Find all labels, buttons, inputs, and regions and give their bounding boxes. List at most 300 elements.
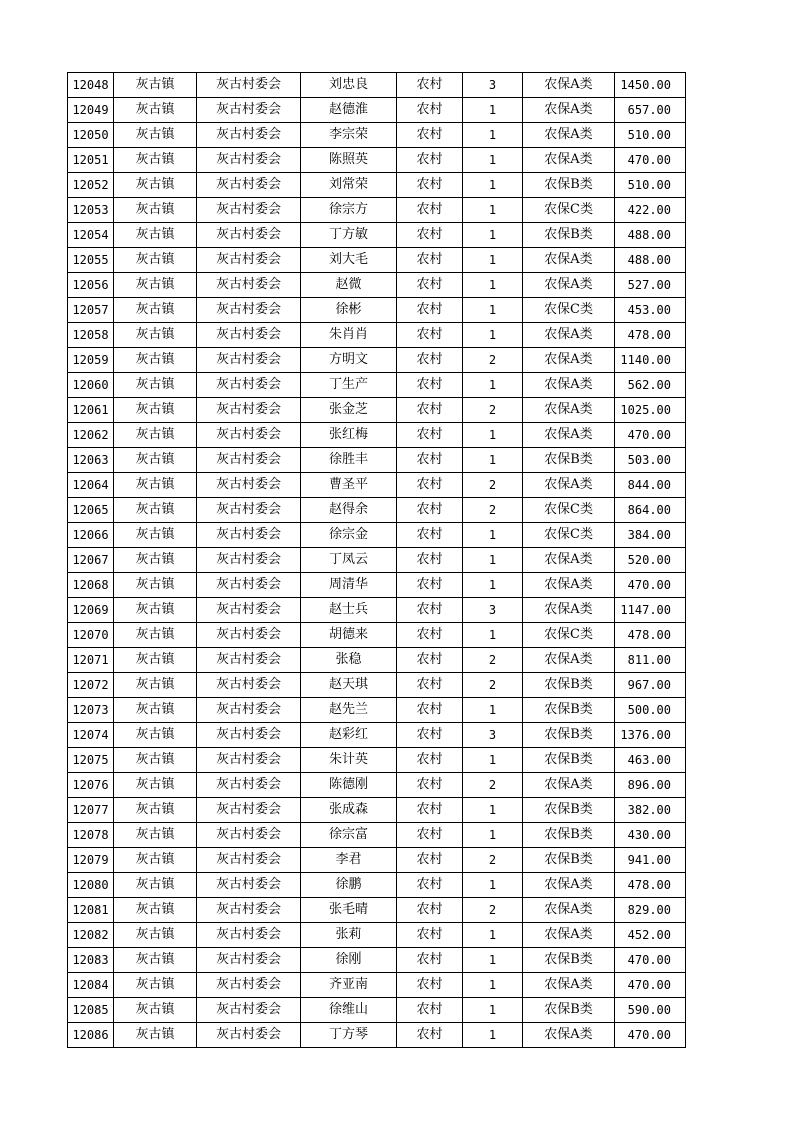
record-id-cell: 12082: [68, 923, 114, 948]
household-type-cell: 农村: [397, 898, 463, 923]
township-cell: 灰古镇: [114, 648, 197, 673]
village-committee-cell: 灰古村委会: [197, 248, 301, 273]
township-cell: 灰古镇: [114, 123, 197, 148]
village-committee-cell: 灰古村委会: [197, 173, 301, 198]
insurance-class-cell: 农保A类: [523, 373, 615, 398]
township-cell: 灰古镇: [114, 698, 197, 723]
household-type-cell: 农村: [397, 123, 463, 148]
insurance-class-cell: 农保B类: [523, 448, 615, 473]
household-size-cell: 1: [463, 423, 523, 448]
household-type-cell: 农村: [397, 173, 463, 198]
table-row: [68, 948, 686, 973]
household-type-cell: 农村: [397, 273, 463, 298]
township-cell: 灰古镇: [114, 323, 197, 348]
township-cell: 灰古镇: [114, 198, 197, 223]
household-size-cell: 1: [463, 273, 523, 298]
household-size-cell: 1: [463, 548, 523, 573]
township-cell: 灰古镇: [114, 623, 197, 648]
village-committee-cell: 灰古村委会: [197, 798, 301, 823]
household-size-cell: 1: [463, 698, 523, 723]
table-row: [68, 73, 686, 98]
table-row: [68, 498, 686, 523]
household-size-cell: 2: [463, 673, 523, 698]
village-committee-cell: 灰古村委会: [197, 573, 301, 598]
record-id-cell: 12050: [68, 123, 114, 148]
township-cell: 灰古镇: [114, 173, 197, 198]
village-committee-cell: 灰古村委会: [197, 273, 301, 298]
amount-cell: 470.00: [615, 573, 686, 598]
household-size-cell: 2: [463, 848, 523, 873]
village-committee-cell: 灰古村委会: [197, 973, 301, 998]
name-cell: 张莉: [301, 923, 397, 948]
record-id-cell: 12059: [68, 348, 114, 373]
township-cell: 灰古镇: [114, 848, 197, 873]
household-type-cell: 农村: [397, 773, 463, 798]
amount-cell: 510.00: [615, 123, 686, 148]
household-type-cell: 农村: [397, 348, 463, 373]
name-cell: 张红梅: [301, 423, 397, 448]
table-row: [68, 223, 686, 248]
table-row: [68, 398, 686, 423]
table-row: [68, 698, 686, 723]
amount-cell: 657.00: [615, 98, 686, 123]
amount-cell: 503.00: [615, 448, 686, 473]
insurance-class-cell: 农保A类: [523, 323, 615, 348]
township-cell: 灰古镇: [114, 398, 197, 423]
table-row: [68, 723, 686, 748]
table-row: [68, 598, 686, 623]
village-committee-cell: 灰古村委会: [197, 198, 301, 223]
household-type-cell: 农村: [397, 623, 463, 648]
township-cell: 灰古镇: [114, 748, 197, 773]
household-size-cell: 3: [463, 723, 523, 748]
household-size-cell: 1: [463, 623, 523, 648]
table-row: [68, 198, 686, 223]
record-id-cell: 12079: [68, 848, 114, 873]
name-cell: 丁方琴: [301, 1023, 397, 1048]
name-cell: 徐维山: [301, 998, 397, 1023]
household-type-cell: 农村: [397, 823, 463, 848]
household-type-cell: 农村: [397, 973, 463, 998]
amount-cell: 896.00: [615, 773, 686, 798]
household-size-cell: 1: [463, 98, 523, 123]
name-cell: 陈德刚: [301, 773, 397, 798]
household-size-cell: 1: [463, 573, 523, 598]
village-committee-cell: 灰古村委会: [197, 298, 301, 323]
insurance-class-cell: 农保A类: [523, 548, 615, 573]
record-id-cell: 12078: [68, 823, 114, 848]
township-cell: 灰古镇: [114, 448, 197, 473]
record-id-cell: 12080: [68, 873, 114, 898]
insurance-class-cell: 农保A类: [523, 398, 615, 423]
name-cell: 徐彬: [301, 298, 397, 323]
name-cell: 赵彩红: [301, 723, 397, 748]
name-cell: 徐宗方: [301, 198, 397, 223]
amount-cell: 488.00: [615, 248, 686, 273]
household-type-cell: 农村: [397, 1023, 463, 1048]
amount-cell: 1140.00: [615, 348, 686, 373]
name-cell: 张金芝: [301, 398, 397, 423]
household-type-cell: 农村: [397, 648, 463, 673]
household-size-cell: 1: [463, 298, 523, 323]
table-row: [68, 273, 686, 298]
village-committee-cell: 灰古村委会: [197, 1023, 301, 1048]
insurance-class-cell: 农保A类: [523, 473, 615, 498]
household-type-cell: 农村: [397, 473, 463, 498]
insurance-class-cell: 农保A类: [523, 348, 615, 373]
township-cell: 灰古镇: [114, 948, 197, 973]
table-row: [68, 298, 686, 323]
amount-cell: 470.00: [615, 973, 686, 998]
record-id-cell: 12055: [68, 248, 114, 273]
township-cell: 灰古镇: [114, 73, 197, 98]
insurance-class-cell: 农保A类: [523, 973, 615, 998]
name-cell: 徐宗金: [301, 523, 397, 548]
household-type-cell: 农村: [397, 798, 463, 823]
name-cell: 赵士兵: [301, 598, 397, 623]
village-committee-cell: 灰古村委会: [197, 598, 301, 623]
household-size-cell: 3: [463, 73, 523, 98]
household-size-cell: 1: [463, 148, 523, 173]
record-id-cell: 12071: [68, 648, 114, 673]
name-cell: 胡德来: [301, 623, 397, 648]
household-size-cell: 1: [463, 948, 523, 973]
amount-cell: 844.00: [615, 473, 686, 498]
record-id-cell: 12074: [68, 723, 114, 748]
household-size-cell: 1: [463, 823, 523, 848]
household-type-cell: 农村: [397, 498, 463, 523]
township-cell: 灰古镇: [114, 1023, 197, 1048]
amount-cell: 452.00: [615, 923, 686, 948]
table-row: [68, 1023, 686, 1048]
village-committee-cell: 灰古村委会: [197, 148, 301, 173]
table-row: [68, 823, 686, 848]
household-size-cell: 1: [463, 323, 523, 348]
name-cell: 曹圣平: [301, 473, 397, 498]
household-size-cell: 1: [463, 798, 523, 823]
insurance-class-cell: 农保B类: [523, 798, 615, 823]
insurance-class-cell: 农保A类: [523, 248, 615, 273]
household-size-cell: 2: [463, 348, 523, 373]
name-cell: 赵天琪: [301, 673, 397, 698]
household-size-cell: 1: [463, 448, 523, 473]
household-type-cell: 农村: [397, 223, 463, 248]
insurance-class-cell: 农保A类: [523, 98, 615, 123]
insurance-class-cell: 农保A类: [523, 598, 615, 623]
village-committee-cell: 灰古村委会: [197, 673, 301, 698]
village-committee-cell: 灰古村委会: [197, 373, 301, 398]
allowance-table: [67, 72, 686, 1048]
village-committee-cell: 灰古村委会: [197, 548, 301, 573]
insurance-class-cell: 农保A类: [523, 873, 615, 898]
record-id-cell: 12048: [68, 73, 114, 98]
record-id-cell: 12054: [68, 223, 114, 248]
name-cell: 赵得余: [301, 498, 397, 523]
amount-cell: 470.00: [615, 948, 686, 973]
township-cell: 灰古镇: [114, 798, 197, 823]
name-cell: 徐鹏: [301, 873, 397, 898]
household-type-cell: 农村: [397, 573, 463, 598]
name-cell: 齐亚南: [301, 973, 397, 998]
amount-cell: 967.00: [615, 673, 686, 698]
record-id-cell: 12049: [68, 98, 114, 123]
household-size-cell: 1: [463, 173, 523, 198]
village-committee-cell: 灰古村委会: [197, 523, 301, 548]
table-row: [68, 773, 686, 798]
name-cell: 丁凤云: [301, 548, 397, 573]
household-size-cell: 1: [463, 523, 523, 548]
record-id-cell: 12083: [68, 948, 114, 973]
record-id-cell: 12064: [68, 473, 114, 498]
insurance-class-cell: 农保B类: [523, 823, 615, 848]
household-type-cell: 农村: [397, 448, 463, 473]
insurance-class-cell: 农保C类: [523, 198, 615, 223]
name-cell: 丁生产: [301, 373, 397, 398]
amount-cell: 384.00: [615, 523, 686, 548]
record-id-cell: 12065: [68, 498, 114, 523]
amount-cell: 829.00: [615, 898, 686, 923]
village-committee-cell: 灰古村委会: [197, 698, 301, 723]
record-id-cell: 12081: [68, 898, 114, 923]
amount-cell: 527.00: [615, 273, 686, 298]
name-cell: 方明文: [301, 348, 397, 373]
village-committee-cell: 灰古村委会: [197, 473, 301, 498]
insurance-class-cell: 农保B类: [523, 173, 615, 198]
table-row: [68, 323, 686, 348]
record-id-cell: 12076: [68, 773, 114, 798]
village-committee-cell: 灰古村委会: [197, 998, 301, 1023]
amount-cell: 470.00: [615, 423, 686, 448]
name-cell: 徐宗富: [301, 823, 397, 848]
insurance-class-cell: 农保B类: [523, 748, 615, 773]
name-cell: 周清华: [301, 573, 397, 598]
amount-cell: 422.00: [615, 198, 686, 223]
amount-cell: 382.00: [615, 798, 686, 823]
insurance-class-cell: 农保A类: [523, 423, 615, 448]
township-cell: 灰古镇: [114, 148, 197, 173]
township-cell: 灰古镇: [114, 98, 197, 123]
record-id-cell: 12084: [68, 973, 114, 998]
household-type-cell: 农村: [397, 923, 463, 948]
table-row: [68, 573, 686, 598]
table-row: [68, 473, 686, 498]
village-committee-cell: 灰古村委会: [197, 423, 301, 448]
village-committee-cell: 灰古村委会: [197, 773, 301, 798]
table-row: [68, 648, 686, 673]
table-row: [68, 148, 686, 173]
name-cell: 李君: [301, 848, 397, 873]
household-size-cell: 2: [463, 898, 523, 923]
record-id-cell: 12060: [68, 373, 114, 398]
township-cell: 灰古镇: [114, 298, 197, 323]
name-cell: 赵微: [301, 273, 397, 298]
amount-cell: 510.00: [615, 173, 686, 198]
township-cell: 灰古镇: [114, 373, 197, 398]
township-cell: 灰古镇: [114, 923, 197, 948]
name-cell: 刘常荣: [301, 173, 397, 198]
name-cell: 朱计英: [301, 748, 397, 773]
household-size-cell: 2: [463, 498, 523, 523]
insurance-class-cell: 农保B类: [523, 998, 615, 1023]
amount-cell: 453.00: [615, 298, 686, 323]
township-cell: 灰古镇: [114, 998, 197, 1023]
name-cell: 丁方敏: [301, 223, 397, 248]
table-row: [68, 623, 686, 648]
household-type-cell: 农村: [397, 948, 463, 973]
insurance-class-cell: 农保B类: [523, 848, 615, 873]
amount-cell: 811.00: [615, 648, 686, 673]
table-row: [68, 923, 686, 948]
record-id-cell: 12061: [68, 398, 114, 423]
household-size-cell: 1: [463, 198, 523, 223]
record-id-cell: 12066: [68, 523, 114, 548]
insurance-class-cell: 农保A类: [523, 73, 615, 98]
household-size-cell: 1: [463, 123, 523, 148]
table-row: [68, 523, 686, 548]
amount-cell: 562.00: [615, 373, 686, 398]
table-row: [68, 998, 686, 1023]
household-type-cell: 农村: [397, 598, 463, 623]
record-id-cell: 12075: [68, 748, 114, 773]
insurance-class-cell: 农保A类: [523, 1023, 615, 1048]
township-cell: 灰古镇: [114, 973, 197, 998]
amount-cell: 500.00: [615, 698, 686, 723]
record-id-cell: 12073: [68, 698, 114, 723]
table-row: [68, 423, 686, 448]
insurance-class-cell: 农保B类: [523, 673, 615, 698]
table-row: [68, 898, 686, 923]
township-cell: 灰古镇: [114, 723, 197, 748]
name-cell: 李宗荣: [301, 123, 397, 148]
household-size-cell: 2: [463, 773, 523, 798]
amount-cell: 430.00: [615, 823, 686, 848]
insurance-class-cell: 农保B类: [523, 723, 615, 748]
insurance-class-cell: 农保C类: [523, 623, 615, 648]
household-size-cell: 1: [463, 248, 523, 273]
village-committee-cell: 灰古村委会: [197, 223, 301, 248]
household-size-cell: 3: [463, 598, 523, 623]
village-committee-cell: 灰古村委会: [197, 898, 301, 923]
record-id-cell: 12067: [68, 548, 114, 573]
township-cell: 灰古镇: [114, 823, 197, 848]
household-type-cell: 农村: [397, 298, 463, 323]
name-cell: 张成森: [301, 798, 397, 823]
table-row: [68, 123, 686, 148]
household-type-cell: 农村: [397, 873, 463, 898]
household-type-cell: 农村: [397, 98, 463, 123]
household-size-cell: 2: [463, 398, 523, 423]
amount-cell: 941.00: [615, 848, 686, 873]
township-cell: 灰古镇: [114, 473, 197, 498]
household-size-cell: 1: [463, 373, 523, 398]
table-row: [68, 973, 686, 998]
village-committee-cell: 灰古村委会: [197, 873, 301, 898]
household-size-cell: 1: [463, 1023, 523, 1048]
record-id-cell: 12058: [68, 323, 114, 348]
table-row: [68, 873, 686, 898]
amount-cell: 520.00: [615, 548, 686, 573]
household-size-cell: 1: [463, 923, 523, 948]
amount-cell: 1450.00: [615, 73, 686, 98]
village-committee-cell: 灰古村委会: [197, 723, 301, 748]
household-size-cell: 1: [463, 223, 523, 248]
amount-cell: 590.00: [615, 998, 686, 1023]
household-type-cell: 农村: [397, 148, 463, 173]
household-size-cell: 1: [463, 973, 523, 998]
household-type-cell: 农村: [397, 998, 463, 1023]
village-committee-cell: 灰古村委会: [197, 623, 301, 648]
insurance-class-cell: 农保A类: [523, 648, 615, 673]
village-committee-cell: 灰古村委会: [197, 323, 301, 348]
insurance-class-cell: 农保A类: [523, 773, 615, 798]
record-id-cell: 12056: [68, 273, 114, 298]
township-cell: 灰古镇: [114, 548, 197, 573]
amount-cell: 478.00: [615, 323, 686, 348]
table-body: [68, 73, 686, 1048]
household-type-cell: 农村: [397, 323, 463, 348]
insurance-class-cell: 农保A类: [523, 898, 615, 923]
name-cell: 朱肖肖: [301, 323, 397, 348]
table-row: [68, 673, 686, 698]
village-committee-cell: 灰古村委会: [197, 848, 301, 873]
table-row: [68, 848, 686, 873]
name-cell: 赵德淮: [301, 98, 397, 123]
township-cell: 灰古镇: [114, 223, 197, 248]
amount-cell: 864.00: [615, 498, 686, 523]
record-id-cell: 12057: [68, 298, 114, 323]
township-cell: 灰古镇: [114, 773, 197, 798]
name-cell: 赵先兰: [301, 698, 397, 723]
record-id-cell: 12062: [68, 423, 114, 448]
amount-cell: 1147.00: [615, 598, 686, 623]
record-id-cell: 12052: [68, 173, 114, 198]
name-cell: 徐刚: [301, 948, 397, 973]
amount-cell: 478.00: [615, 873, 686, 898]
name-cell: 徐胜丰: [301, 448, 397, 473]
table-row: [68, 98, 686, 123]
township-cell: 灰古镇: [114, 598, 197, 623]
household-type-cell: 农村: [397, 398, 463, 423]
table-row: [68, 248, 686, 273]
village-committee-cell: 灰古村委会: [197, 98, 301, 123]
record-id-cell: 12070: [68, 623, 114, 648]
amount-cell: 470.00: [615, 1023, 686, 1048]
township-cell: 灰古镇: [114, 248, 197, 273]
record-id-cell: 12051: [68, 148, 114, 173]
township-cell: 灰古镇: [114, 348, 197, 373]
insurance-class-cell: 农保A类: [523, 573, 615, 598]
household-type-cell: 农村: [397, 423, 463, 448]
household-type-cell: 农村: [397, 698, 463, 723]
insurance-class-cell: 农保B类: [523, 698, 615, 723]
village-committee-cell: 灰古村委会: [197, 648, 301, 673]
township-cell: 灰古镇: [114, 423, 197, 448]
household-size-cell: 1: [463, 748, 523, 773]
village-committee-cell: 灰古村委会: [197, 73, 301, 98]
village-committee-cell: 灰古村委会: [197, 923, 301, 948]
amount-cell: 478.00: [615, 623, 686, 648]
village-committee-cell: 灰古村委会: [197, 748, 301, 773]
name-cell: 刘忠良: [301, 73, 397, 98]
table-row: [68, 373, 686, 398]
insurance-class-cell: 农保C类: [523, 298, 615, 323]
village-committee-cell: 灰古村委会: [197, 948, 301, 973]
record-id-cell: 12053: [68, 198, 114, 223]
record-id-cell: 12085: [68, 998, 114, 1023]
table-row: [68, 448, 686, 473]
record-id-cell: 12069: [68, 598, 114, 623]
record-id-cell: 12086: [68, 1023, 114, 1048]
